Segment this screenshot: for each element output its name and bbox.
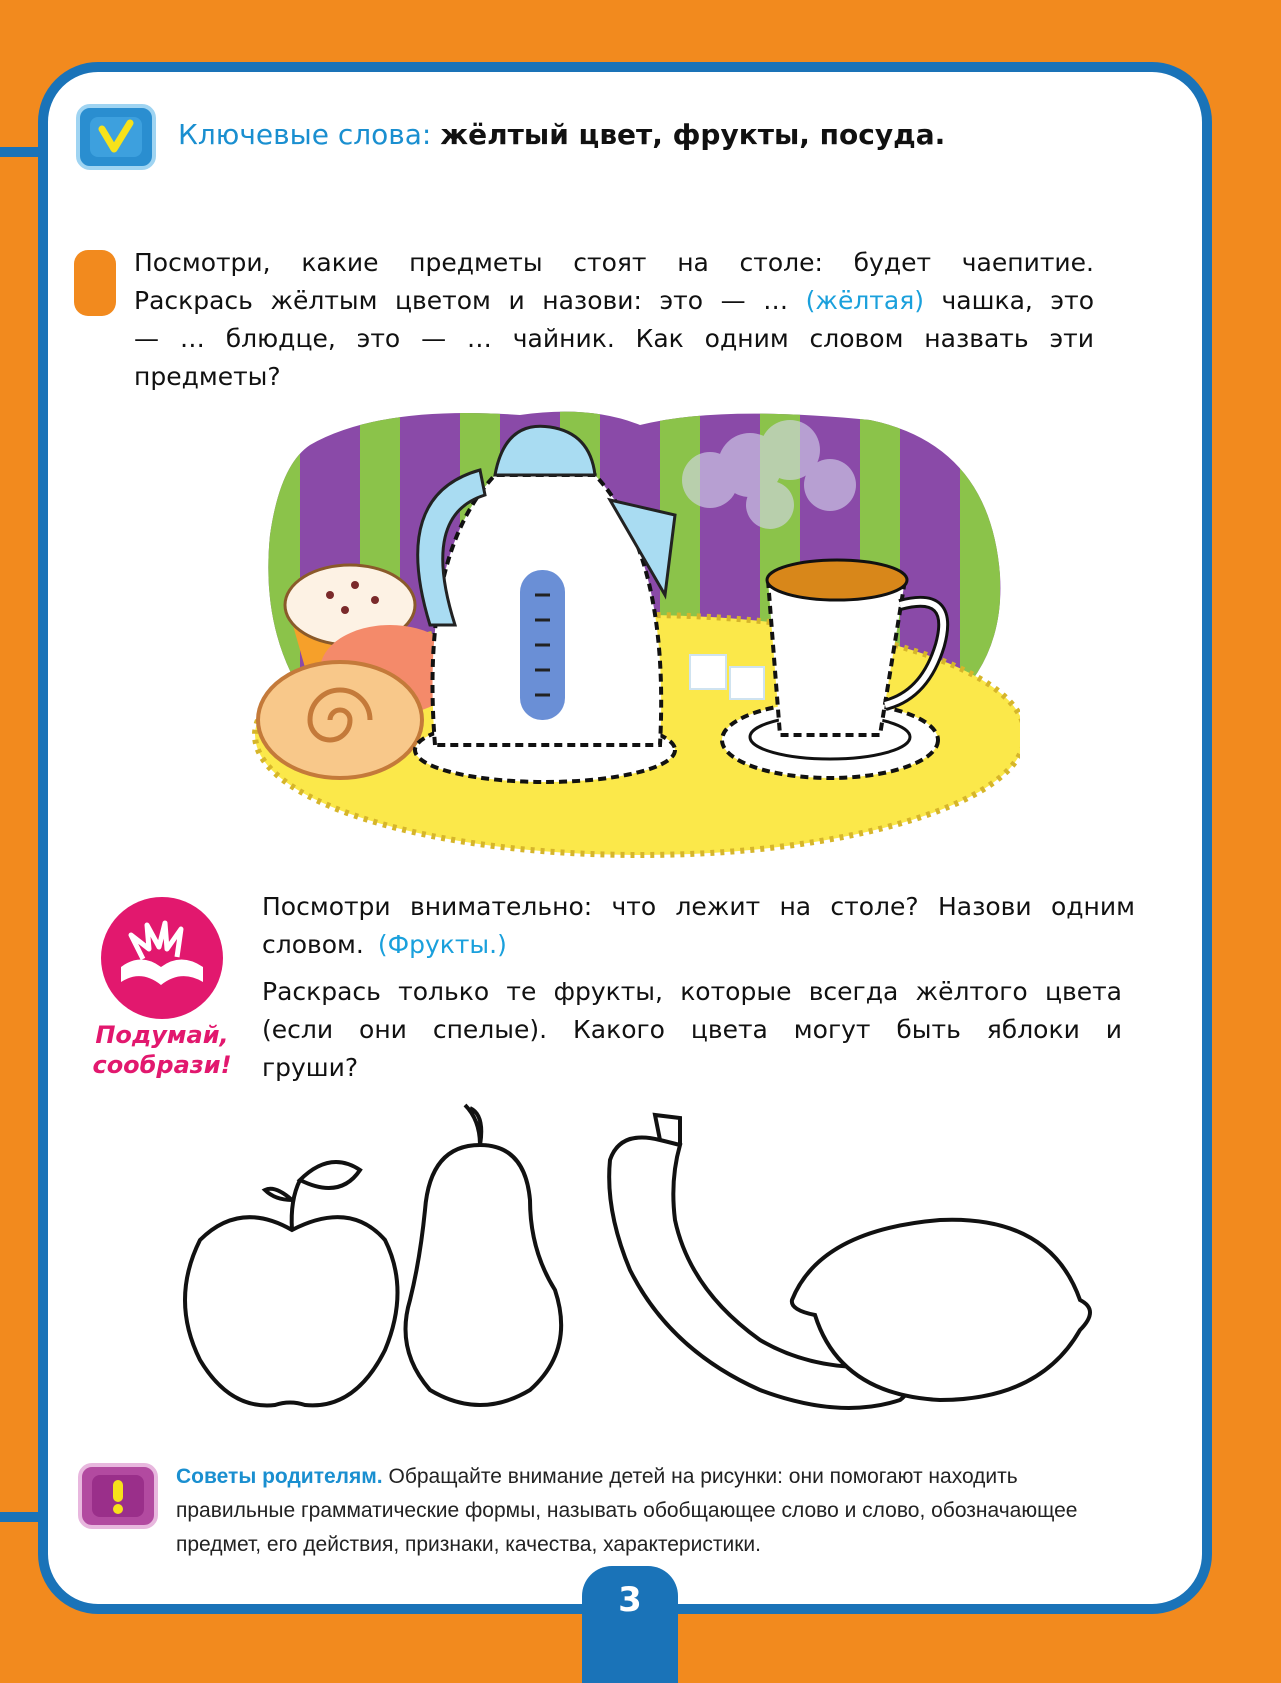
task2-hint: (Фрукты.) <box>377 930 507 959</box>
fruit-outlines <box>180 1100 1140 1420</box>
tea-party-illustration <box>250 405 1020 860</box>
task2-line2: Раскрась только те фрукты, которые всегда жёлтого цвета (если они спелые). Какого цвета могут быть яблоки и груши? <box>262 977 1122 1082</box>
task2-text-1 <box>262 888 1135 964</box>
think-label-line1: Подумай, <box>95 1021 229 1049</box>
task1-text <box>134 244 1094 396</box>
think-label <box>92 1020 232 1080</box>
tip-badge-inner <box>92 1475 144 1517</box>
think-badge <box>101 897 223 1019</box>
task2-line1: Посмотри внимательно: что лежит на столе? Назови одним словом. <box>262 892 1135 959</box>
roll <box>258 662 422 778</box>
task2-text-2 <box>262 973 1122 1087</box>
page-number: 3 <box>618 1580 642 1620</box>
task1-part2: чашка, это — … блюдце, это — … чайник. Как одним словом назвать эти предметы? <box>134 286 1094 391</box>
tip-badge <box>78 1463 158 1529</box>
frame-edge-top-left <box>0 147 48 157</box>
apple-outline <box>185 1162 398 1405</box>
keywords-label: Ключевые слова: <box>178 118 432 151</box>
tip-text <box>176 1460 1136 1562</box>
keywords-badge-inner <box>90 117 142 157</box>
keywords-value: жёлтый цвет, фрукты, посуда. <box>440 118 946 151</box>
think-label-line2: сообрази! <box>92 1051 232 1079</box>
tip-title: Советы родителям. <box>176 1465 383 1488</box>
keywords-line <box>178 118 945 151</box>
keywords-badge <box>76 104 156 170</box>
task1-hint: (жёлтая) <box>805 286 924 315</box>
open-book-icon <box>101 897 223 1019</box>
exclamation-icon <box>92 1475 144 1517</box>
check-icon <box>90 117 142 157</box>
task-marker <box>74 250 116 316</box>
task1-part1: Посмотри, какие предметы стоят на столе: будет чаепитие. Раскрась жёлтым цветом и назови: это — … <box>134 248 1094 315</box>
tip-body: Обращайте внимание детей на рисунки: они помогают находить правильные грамматические формы, называть обобщающее слово и слово, обозначающее предмет, его действия, признаки, качества, характеристики. <box>176 1465 1078 1556</box>
pear-outline <box>406 1105 562 1405</box>
frame-edge-bottom-left <box>0 1512 48 1522</box>
